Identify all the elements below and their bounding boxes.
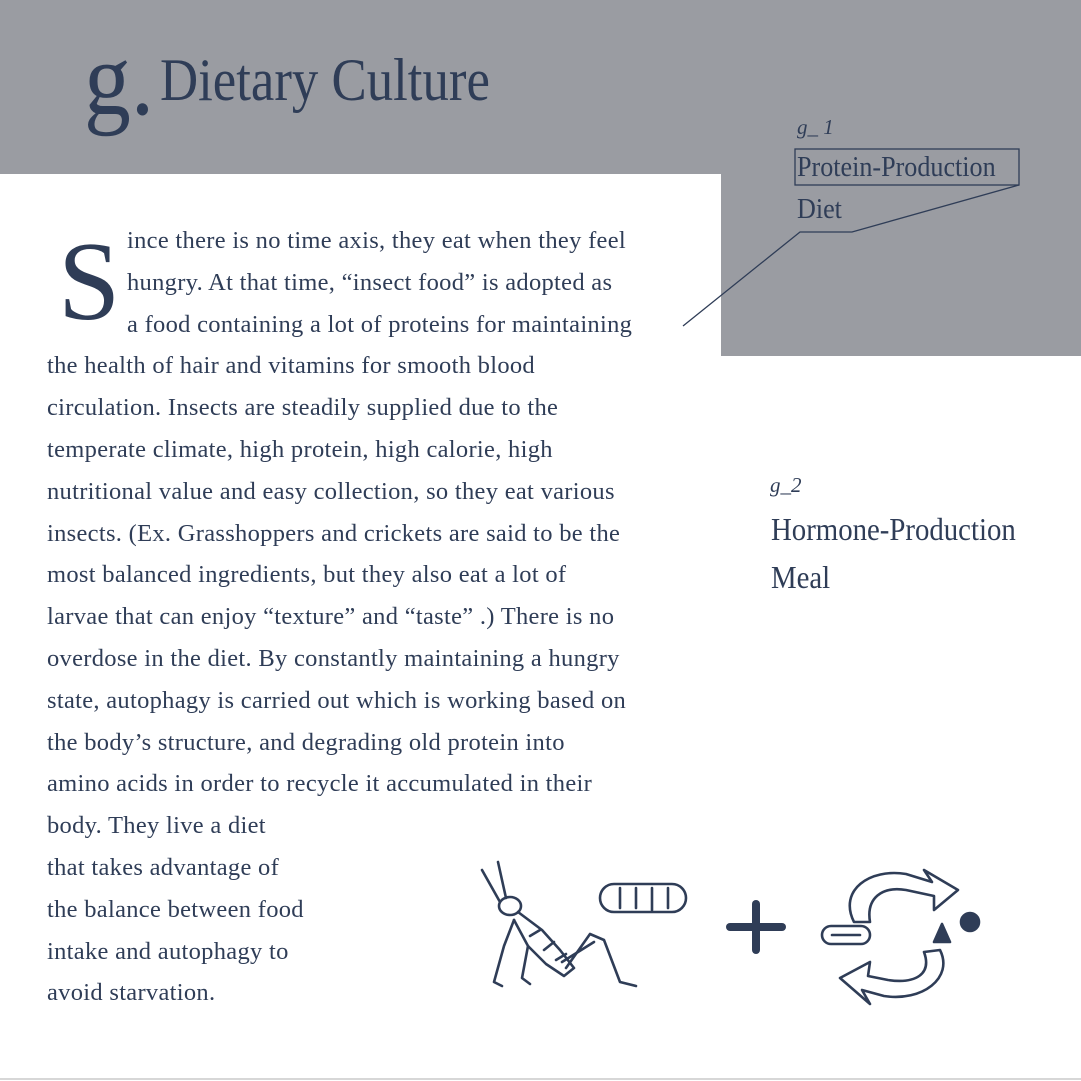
note-2-title-line2: Meal: [771, 559, 831, 595]
larva-icon: [600, 884, 686, 912]
diet-illustration: [470, 850, 1000, 1020]
body-line: state, autophagy is carried out which is working based on: [47, 686, 627, 714]
body-line: the health of hair and vitamins for smooth blood: [47, 352, 535, 380]
body-line: intake and autophagy to: [47, 937, 289, 965]
body-line: a food containing a lot of proteins for maintaining: [127, 310, 633, 338]
body-line: overdose in the diet. By constantly maintaining a hungry: [47, 644, 620, 672]
plus-icon: [730, 904, 782, 950]
body-line: ince there is no time axis, they eat when they feel: [127, 227, 626, 254]
drop-cap: S: [58, 220, 121, 344]
body-line: amino acids in order to recycle it accumulated in their: [47, 770, 593, 798]
autophagy-cycle-icon: [822, 870, 979, 1004]
body-line: avoid starvation.: [47, 979, 216, 1007]
note-2-label: g_2: [770, 473, 802, 497]
body-line: the balance between food: [47, 895, 304, 923]
body-line: the body’s structure, and degrading old protein into: [47, 728, 565, 756]
note-1-label: g_ 1: [797, 115, 834, 139]
note-2-title-line1: Hormone-Production: [771, 511, 1016, 547]
note-1-title-line2: Diet: [797, 193, 842, 226]
note-2-title: [771, 505, 1016, 601]
body-line: insects. (Ex. Grasshoppers and crickets are said to be the: [47, 519, 621, 547]
body-line: most balanced ingredients, but they also eat a lot of: [47, 561, 567, 589]
bottom-divider: [0, 1078, 1081, 1080]
grasshopper-icon: [482, 862, 636, 986]
body-line: temperate climate, high protein, high calorie, high: [47, 435, 553, 463]
body-line: hungry. At that time, “insect food” is adopted as: [127, 268, 613, 296]
note-1-highlight-box: [795, 149, 1019, 185]
body-line: body. They live a diet: [47, 812, 266, 840]
body-line: nutritional value and easy collection, so they eat various: [47, 477, 615, 505]
body-line: larvae that can enjoy “texture” and “taste” .) There is no: [47, 603, 615, 631]
body-line: circulation. Insects are steadily supplied due to the: [47, 394, 559, 422]
section-letter: g.: [84, 22, 155, 137]
note-1-title-line1: Protein-Production: [797, 151, 996, 183]
note-1-leader-line: [683, 185, 1019, 326]
body-line: that takes advantage of: [47, 853, 280, 881]
section-title: Dietary Culture: [160, 47, 490, 113]
